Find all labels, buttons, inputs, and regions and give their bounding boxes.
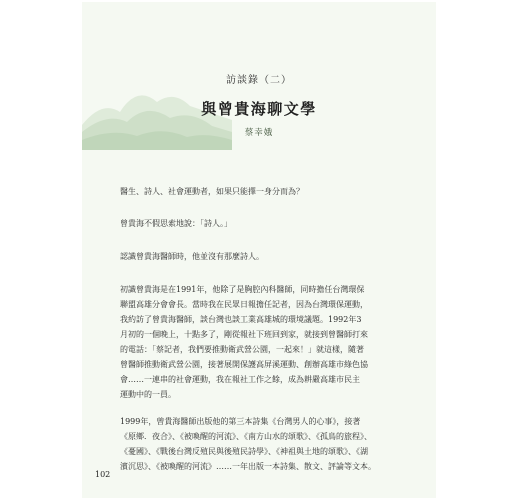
text-line: 曾醫師推動衛武營公園，接著展開保護高屏溪運動、創辦高雄市綠色協 — [120, 360, 368, 369]
text-line: 認識曾貴海醫師時，他並沒有那麼詩人。 — [120, 252, 264, 261]
author-name: 蔡幸娥 — [244, 128, 274, 138]
text-line: 濱沉思》、《被喚醒的河流》……一年出版一本詩集、散文、評論等文本。 — [120, 462, 376, 471]
text-line: 《憂國》、《戰後台灣反殖民與後殖民詩學》、《神祖與土地的頌歌》、《湖 — [120, 447, 368, 456]
text-line: 我約訪了曾貴海醫師，談台灣也談工業高雄城的環境議題。1992年3 — [120, 315, 362, 324]
text-line: 《原鄉．夜合》、《被喚醒的河流》、《南方山水的頌歌》、《孤鳥的旅程》、 — [120, 432, 372, 441]
text-line: 曾貴海不假思索地說：「詩人。」 — [120, 219, 232, 228]
paragraph-5 — [120, 414, 403, 474]
paragraph-4 — [120, 282, 403, 402]
text-line: 初識曾貴海是在1991年，他除了是胸腔內科醫師，同時擔任台灣環保 — [120, 285, 365, 294]
series-label: 訪談錄（二） — [226, 75, 292, 86]
paragraph-3 — [120, 249, 403, 264]
text-line: 醫生、詩人、社會運動者，如果只能擇一身分而為？ — [120, 187, 304, 196]
text-line: 月初的一個晚上，十點多了，剛從報社下班回到家，就接到曾醫師打來 — [120, 330, 368, 339]
text-line: 1999年，曾貴海醫師出版他的第三本詩集《台灣男人的心事》，接著 — [120, 417, 361, 426]
book-page — [82, 2, 436, 498]
page-number: 102 — [95, 470, 111, 479]
page-title: 與曾貴海聊文學 — [201, 100, 317, 118]
text-line: 聯盟高雄分會會長。當時我在民眾日報擔任記者，因為台灣環保運動， — [120, 300, 368, 309]
text-line: 的電話：「蔡記者，我們要推動衛武營公園，一起來！」就這樣，隨著 — [120, 345, 364, 354]
paragraph-2 — [120, 216, 403, 231]
text-line: 會……一連串的社會運動，我在報社工作之餘，成為耕嚴高雄市民主 — [120, 375, 360, 384]
text-line: 運動中的一員。 — [120, 390, 176, 399]
paragraph-1 — [120, 184, 403, 199]
